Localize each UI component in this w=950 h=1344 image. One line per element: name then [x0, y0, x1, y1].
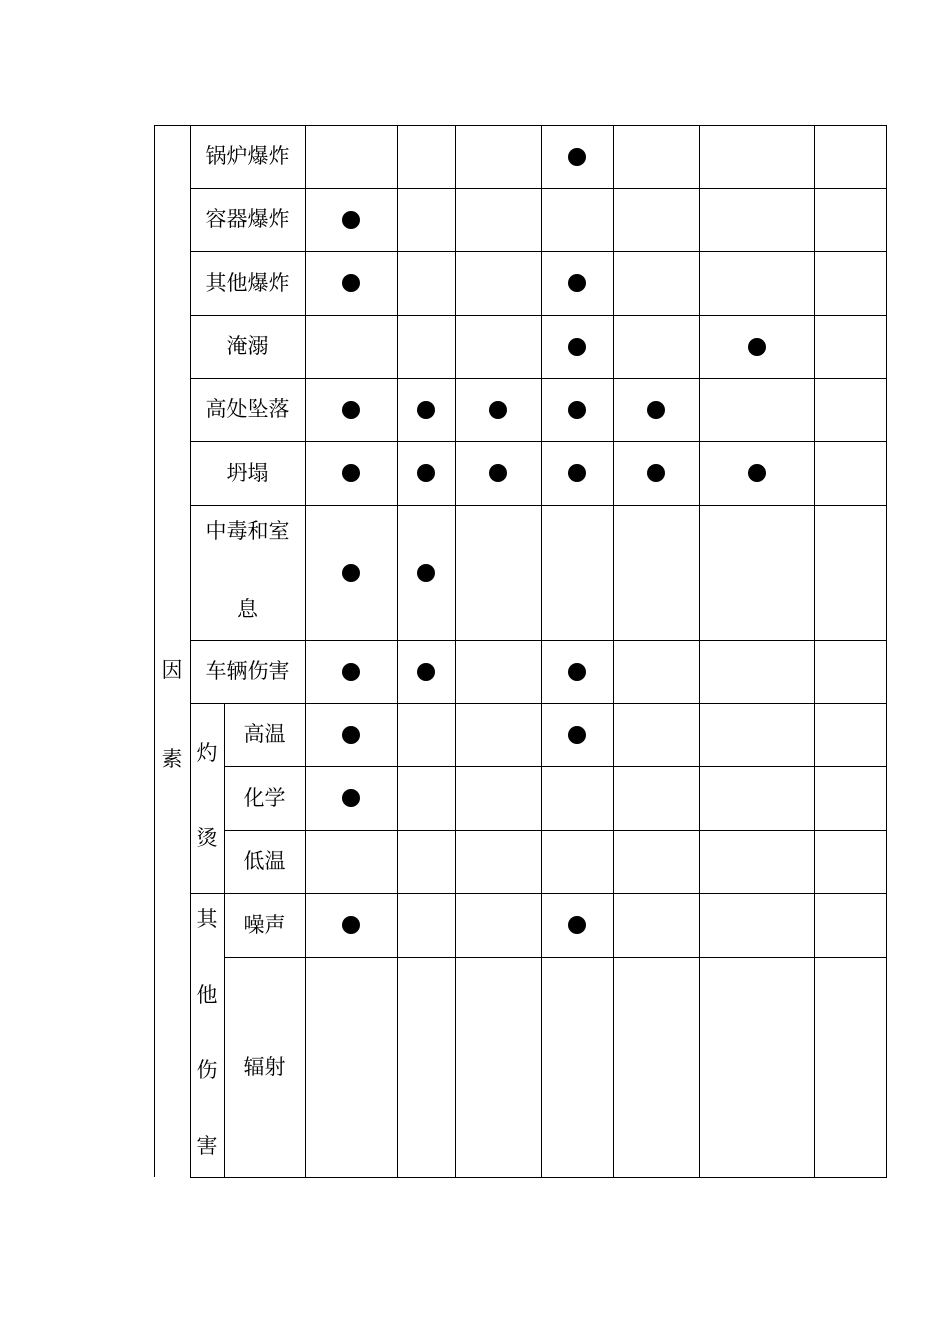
- mark-cell-r6-c4: [613, 505, 699, 640]
- mark-cell-r3-c6: [814, 315, 886, 378]
- sub-row-label: 化学: [243, 785, 286, 810]
- mark-cell-r1-c0: [305, 188, 397, 251]
- other-group-label-char: 他: [196, 982, 218, 1007]
- group-label-factors: [154, 660, 190, 770]
- mark-cell-r1-c2: [455, 188, 541, 251]
- filled-circle-mark: [342, 726, 360, 744]
- mark-cell-r1-c6: [814, 188, 886, 251]
- column-divider-7: [886, 125, 887, 1178]
- mark-cell-r6-c0: [305, 505, 397, 640]
- mark-cell-r5-c3: [541, 441, 613, 505]
- filled-circle-mark: [417, 663, 435, 681]
- mark-cell-r2-c3: [541, 251, 613, 315]
- outer-top-border: [154, 125, 190, 126]
- outer-left-border: [154, 125, 155, 1177]
- mark-cell-r0-c6: [814, 125, 886, 188]
- mark-cell-r5-c1: [397, 441, 455, 505]
- mark-cell-r12-c3: [541, 957, 613, 1177]
- filled-circle-mark: [489, 401, 507, 419]
- mark-cell-r1-c4: [613, 188, 699, 251]
- filled-circle-mark: [568, 338, 586, 356]
- other-group-label-char: 害: [196, 1133, 218, 1158]
- mark-cell-r1-c1: [397, 188, 455, 251]
- mark-cell-r6-c1: [397, 505, 455, 640]
- row-divider-13: [190, 1177, 887, 1178]
- filled-circle-mark: [342, 401, 360, 419]
- mark-cell-r6-c3: [541, 505, 613, 640]
- mark-cell-r7-c4: [613, 640, 699, 703]
- mark-cell-r7-c3: [541, 640, 613, 703]
- filled-circle-mark: [748, 464, 766, 482]
- filled-circle-mark: [417, 564, 435, 582]
- row-divider-9: [224, 766, 887, 767]
- mark-cell-r10-c5: [699, 830, 814, 893]
- column-divider-5: [699, 125, 700, 1178]
- filled-circle-mark: [748, 338, 766, 356]
- filled-circle-mark: [568, 274, 586, 292]
- filled-circle-mark: [342, 789, 360, 807]
- burn-group-label-char: 烫: [196, 826, 218, 850]
- column-divider-4: [613, 125, 614, 1178]
- mark-cell-r8-c2: [455, 703, 541, 766]
- mark-cell-r9-c1: [397, 766, 455, 830]
- row-label: [190, 505, 305, 640]
- mark-cell-r11-c5: [699, 893, 814, 957]
- row-divider-5: [190, 441, 887, 442]
- row-divider-3: [190, 315, 887, 316]
- mark-cell-r12-c5: [699, 957, 814, 1177]
- filled-circle-mark: [568, 726, 586, 744]
- row-label: 高处坠落: [205, 397, 290, 421]
- mark-cell-r7-c5: [699, 640, 814, 703]
- filled-circle-mark: [342, 916, 360, 934]
- mark-cell-r11-c2: [455, 893, 541, 957]
- mark-cell-r3-c2: [455, 315, 541, 378]
- filled-circle-mark: [342, 274, 360, 292]
- mark-cell-r7-c2: [455, 640, 541, 703]
- mark-cell-r3-c5: [699, 315, 814, 378]
- mark-cell-r3-c4: [613, 315, 699, 378]
- other-group-label-char: 伤: [196, 1058, 218, 1083]
- mark-cell-r11-c3: [541, 893, 613, 957]
- mark-cell-r4-c4: [613, 378, 699, 441]
- sub-row-label: 低温: [243, 849, 286, 873]
- row-divider-8: [190, 703, 887, 704]
- mark-cell-r6-c2: [455, 505, 541, 640]
- mark-cell-r0-c0: [305, 125, 397, 188]
- mark-cell-r4-c1: [397, 378, 455, 441]
- mark-cell-r10-c6: [814, 830, 886, 893]
- column-divider-1: [397, 125, 398, 1178]
- filled-circle-mark: [568, 464, 586, 482]
- mark-cell-r10-c1: [397, 830, 455, 893]
- row-label: 车辆伤害: [205, 659, 290, 683]
- label-column-border: [190, 125, 191, 1178]
- burn-group-label-char: 灼: [196, 741, 218, 765]
- mark-cell-r4-c6: [814, 378, 886, 441]
- filled-circle-mark: [417, 464, 435, 482]
- mark-cell-r11-c6: [814, 893, 886, 957]
- mark-cell-r10-c2: [455, 830, 541, 893]
- mark-cell-r2-c6: [814, 251, 886, 315]
- mark-cell-r2-c0: [305, 251, 397, 315]
- column-divider-2: [455, 125, 456, 1178]
- mark-cell-r2-c5: [699, 251, 814, 315]
- filled-circle-mark: [568, 401, 586, 419]
- column-divider-0: [305, 125, 306, 1178]
- sub-row-label: 噪声: [243, 912, 286, 937]
- row-divider-11: [190, 893, 887, 894]
- mark-cell-r11-c4: [613, 893, 699, 957]
- row-label: 容器爆炸: [205, 207, 290, 231]
- mark-cell-r12-c1: [397, 957, 455, 1177]
- mark-cell-r1-c3: [541, 188, 613, 251]
- mark-cell-r4-c2: [455, 378, 541, 441]
- filled-circle-mark: [568, 663, 586, 681]
- mark-cell-r9-c2: [455, 766, 541, 830]
- mark-cell-r10-c4: [613, 830, 699, 893]
- mark-cell-r11-c1: [397, 893, 455, 957]
- mark-cell-r8-c4: [613, 703, 699, 766]
- filled-circle-mark: [342, 663, 360, 681]
- filled-circle-mark: [568, 916, 586, 934]
- filled-circle-mark: [417, 401, 435, 419]
- mark-cell-r0-c2: [455, 125, 541, 188]
- mark-cell-r9-c4: [613, 766, 699, 830]
- burn-group-label: [190, 703, 224, 893]
- mark-cell-r0-c3: [541, 125, 613, 188]
- filled-circle-mark: [342, 211, 360, 229]
- mark-cell-r7-c6: [814, 640, 886, 703]
- mark-cell-r0-c1: [397, 125, 455, 188]
- row-divider-4: [190, 378, 887, 379]
- row-label: 其他爆炸: [205, 270, 290, 295]
- sub-row-label: 高温: [243, 722, 286, 746]
- filled-circle-mark: [647, 401, 665, 419]
- mark-cell-r8-c6: [814, 703, 886, 766]
- mark-cell-r12-c4: [613, 957, 699, 1177]
- mark-cell-r1-c5: [699, 188, 814, 251]
- mark-cell-r2-c4: [613, 251, 699, 315]
- mark-cell-r5-c0: [305, 441, 397, 505]
- mark-cell-r12-c0: [305, 957, 397, 1177]
- column-divider-6: [814, 125, 815, 1178]
- mark-cell-r8-c1: [397, 703, 455, 766]
- mark-cell-r8-c0: [305, 703, 397, 766]
- row-divider-10: [224, 830, 887, 831]
- column-divider-3: [541, 125, 542, 1178]
- filled-circle-mark: [568, 148, 586, 166]
- mark-cell-r5-c4: [613, 441, 699, 505]
- row-label: 锅炉爆炸: [205, 144, 290, 168]
- group-label-char-1: 因: [161, 658, 183, 682]
- mark-cell-r2-c1: [397, 251, 455, 315]
- row-divider-7: [190, 640, 887, 641]
- row-divider-1: [190, 188, 887, 189]
- mark-cell-r5-c2: [455, 441, 541, 505]
- mark-cell-r8-c5: [699, 703, 814, 766]
- mark-cell-r10-c0: [305, 830, 397, 893]
- mark-cell-r10-c3: [541, 830, 613, 893]
- mark-cell-r3-c3: [541, 315, 613, 378]
- mark-cell-r11-c0: [305, 893, 397, 957]
- mark-cell-r9-c6: [814, 766, 886, 830]
- sub-row-label: 辐射: [243, 1054, 286, 1079]
- other-group-label-char: 其: [196, 907, 218, 931]
- row-divider-6: [190, 505, 887, 506]
- row-label-line-2: 息: [237, 597, 258, 621]
- sub-label-divider: [224, 703, 225, 1177]
- row-divider-0: [190, 125, 887, 126]
- mark-cell-r6-c6: [814, 505, 886, 640]
- row-label-line-1: 中毒和室: [205, 519, 290, 543]
- mark-cell-r7-c1: [397, 640, 455, 703]
- filled-circle-mark: [342, 564, 360, 582]
- mark-cell-r0-c5: [699, 125, 814, 188]
- row-divider-2: [190, 251, 887, 252]
- mark-cell-r9-c3: [541, 766, 613, 830]
- mark-cell-r4-c3: [541, 378, 613, 441]
- filled-circle-mark: [489, 464, 507, 482]
- mark-cell-r0-c4: [613, 125, 699, 188]
- mark-cell-r6-c5: [699, 505, 814, 640]
- row-divider-12: [224, 957, 887, 958]
- group-label-char-2: 素: [161, 747, 183, 771]
- mark-cell-r12-c6: [814, 957, 886, 1177]
- filled-circle-mark: [342, 464, 360, 482]
- mark-cell-r3-c1: [397, 315, 455, 378]
- mark-cell-r9-c5: [699, 766, 814, 830]
- mark-cell-r4-c5: [699, 378, 814, 441]
- mark-cell-r3-c0: [305, 315, 397, 378]
- mark-cell-r7-c0: [305, 640, 397, 703]
- row-label: 坍塌: [226, 460, 269, 485]
- mark-cell-r2-c2: [455, 251, 541, 315]
- mark-cell-r5-c5: [699, 441, 814, 505]
- other-group-label: [190, 893, 224, 1177]
- mark-cell-r9-c0: [305, 766, 397, 830]
- row-label: 淹溺: [226, 334, 269, 358]
- mark-cell-r12-c2: [455, 957, 541, 1177]
- mark-cell-r4-c0: [305, 378, 397, 441]
- mark-cell-r5-c6: [814, 441, 886, 505]
- filled-circle-mark: [647, 464, 665, 482]
- mark-cell-r8-c3: [541, 703, 613, 766]
